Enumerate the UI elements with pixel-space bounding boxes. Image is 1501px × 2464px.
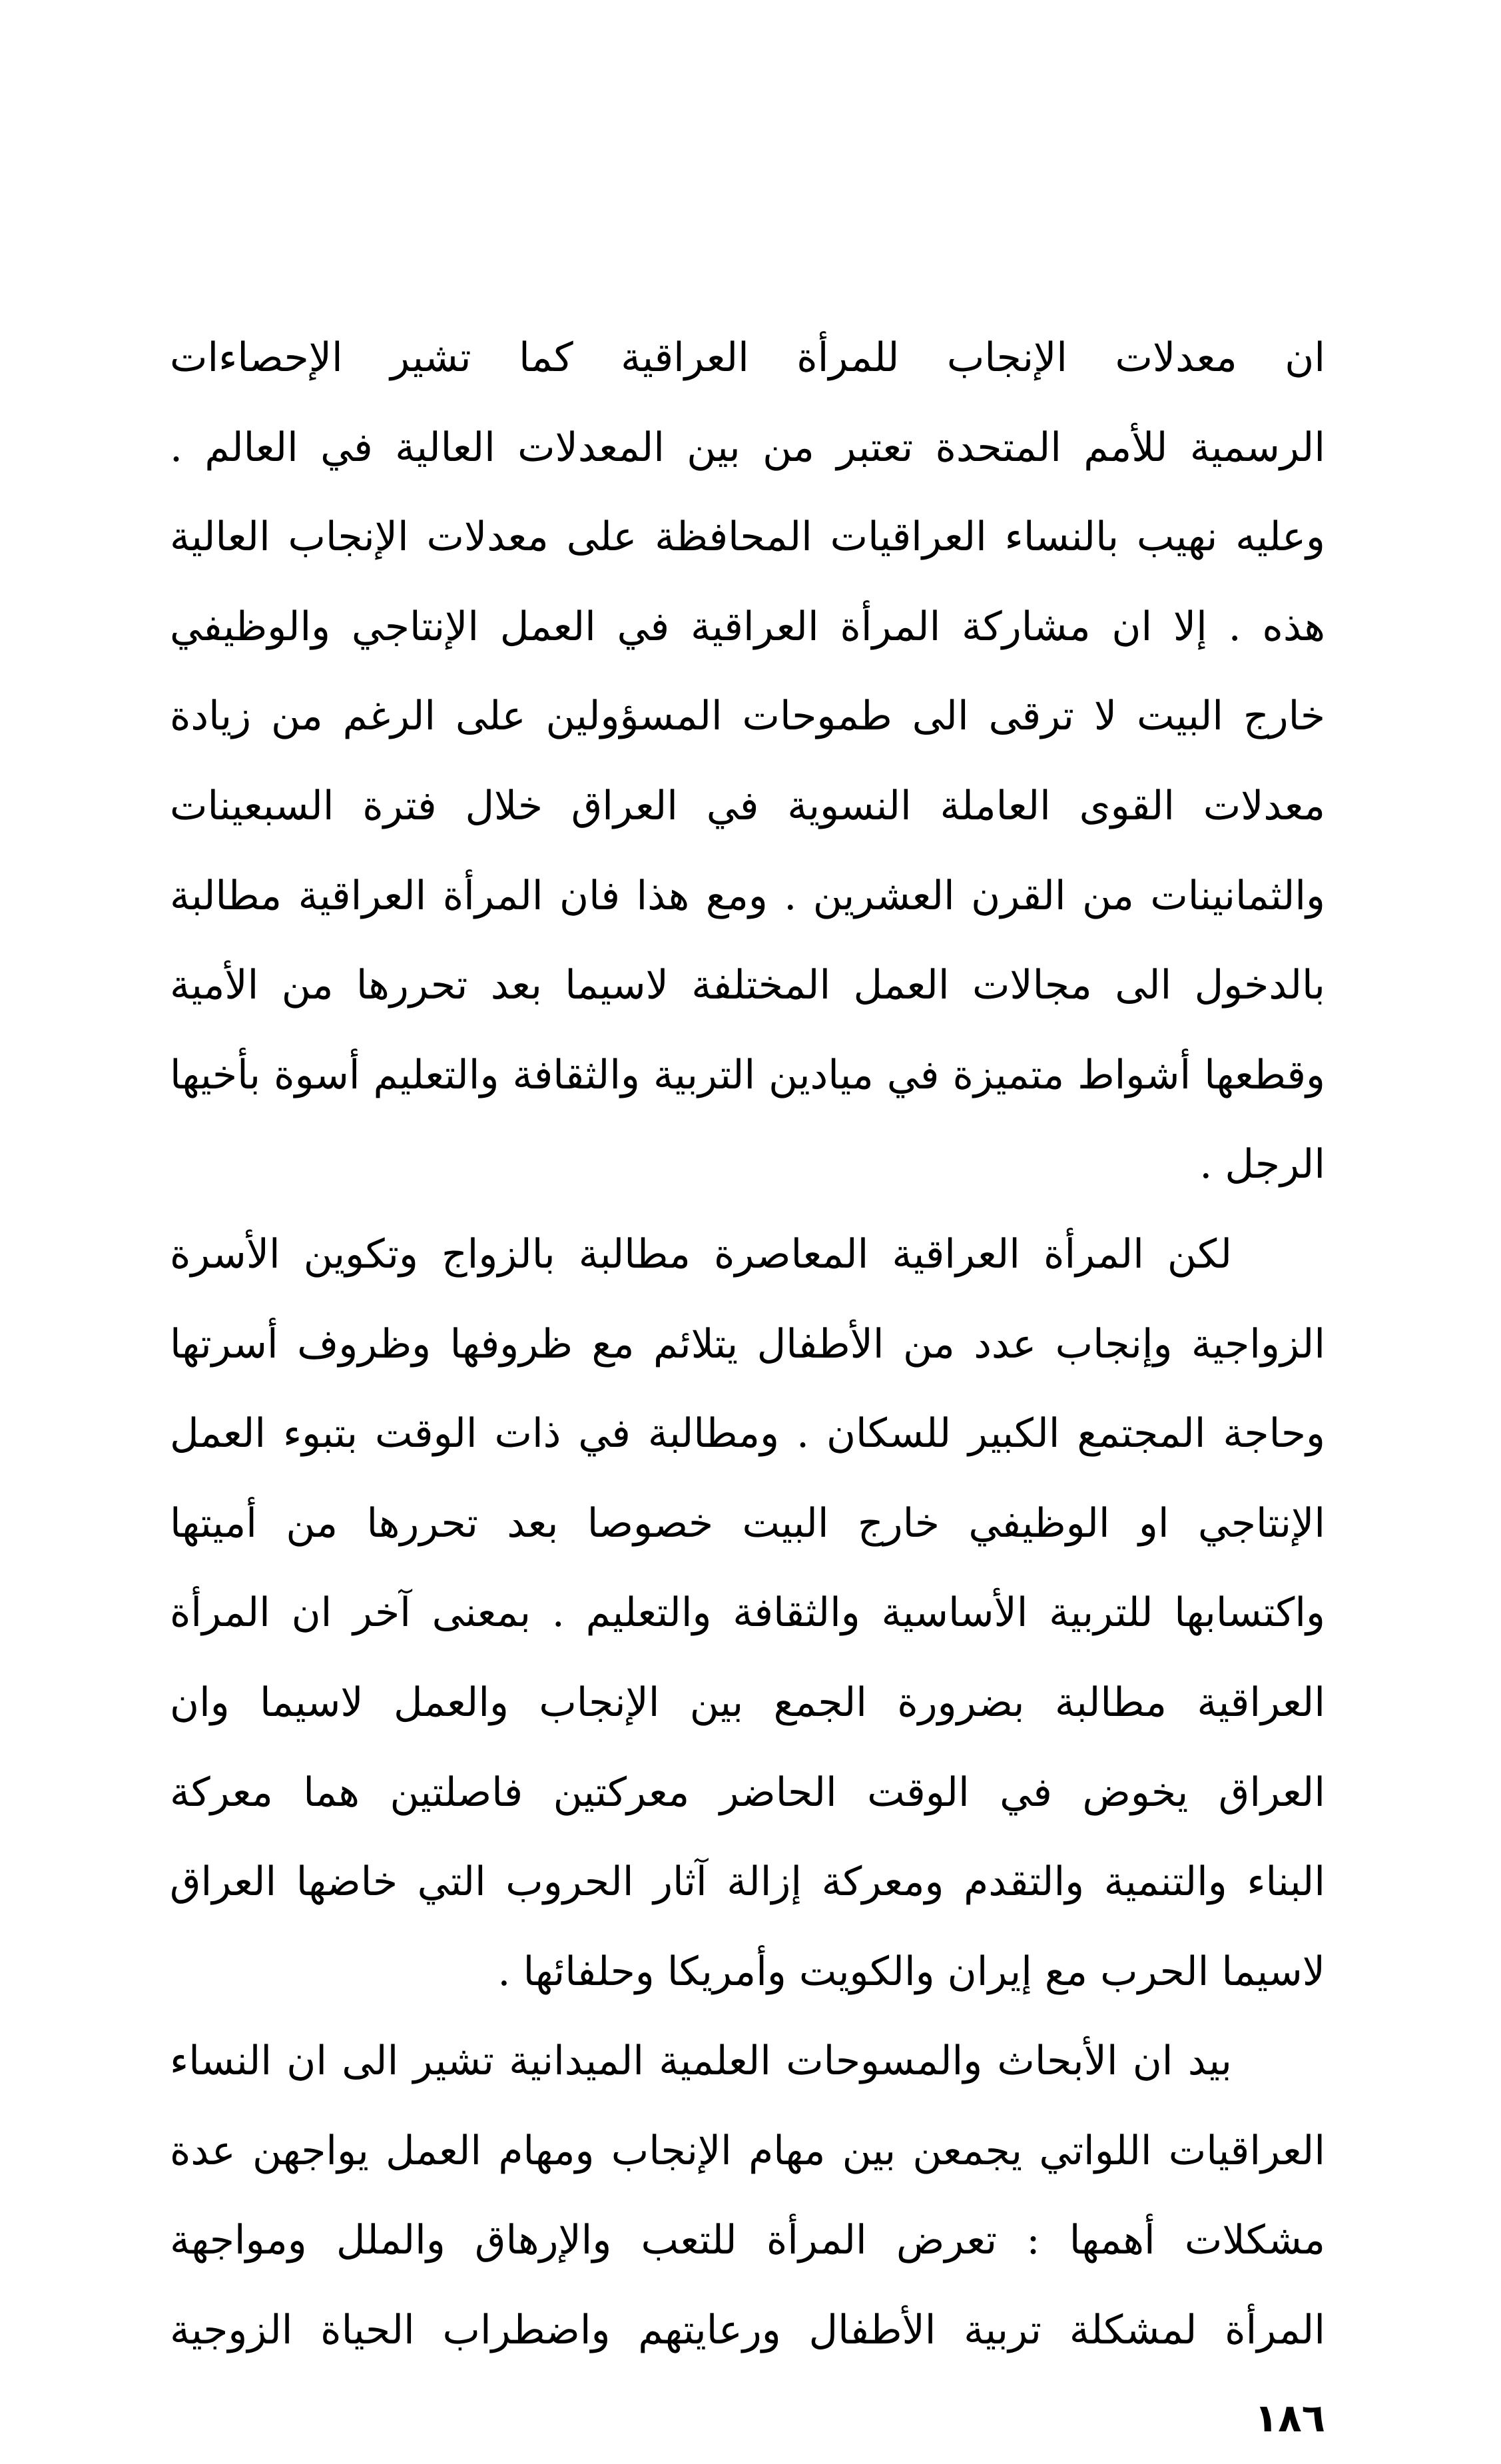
text-line: العراقيات اللواتي يجمعن بين مهام الإنجاب ومهام العمل يواجهن عدة <box>170 2127 1325 2174</box>
text-line: المرأة لمشكلة تربية الأطفال ورعايتهم واضطراب الحياة الزوجية <box>170 2307 1325 2354</box>
text-line: الرسمية للأمم المتحدة تعتبر من بين المعدلات العالية في العالم . <box>170 424 1325 471</box>
text-line: العراق يخوض في الوقت الحاضر معركتين فاصلتين هما معركة <box>170 1769 1325 1816</box>
body-text <box>170 313 1325 2375</box>
text-line: وحاجة المجتمع الكبير للسكان . ومطالبة في ذات الوقت بتبوء العمل <box>170 1410 1325 1457</box>
text-line: وعليه نهيب بالنساء العراقيات المحافظة على معدلات الإنجاب العالية <box>170 514 1325 561</box>
text-line: معدلات القوى العاملة النسوية في العراق خلال فترة السبعينات <box>170 782 1325 829</box>
text-line: الرجل . <box>1199 1141 1325 1188</box>
text-line: ان معدلات الإنجاب للمرأة العراقية كما تشير الإحصاءات <box>170 334 1325 381</box>
text-line: الزواجية وإنجاب عدد من الأطفال يتلائم مع ظروفها وظروف أسرتها <box>170 1320 1325 1368</box>
text-line: لكن المرأة العراقية المعاصرة مطالبة بالزواج وتكوين الأسرة <box>170 1230 1232 1278</box>
text-line: هذه . إلا ان مشاركة المرأة العراقية في العمل الإنتاجي والوظيفي <box>170 603 1325 650</box>
text-line: واكتسابها للتربية الأساسية والثقافة والتعليم . بمعنى آخر ان المرأة <box>170 1589 1325 1637</box>
text-line: بالدخول الى مجالات العمل المختلفة لاسيما بعد تحررها من الأمية <box>170 962 1325 1009</box>
text-line: العراقية مطالبة بضرورة الجمع بين الإنجاب والعمل لاسيما وان <box>170 1679 1325 1726</box>
text-line: وقطعها أشواط متميزة في ميادين التربية والثقافة والتعليم أسوة بأخيها <box>170 1051 1325 1098</box>
text-line: خارج البيت لا ترقى الى طموحات المسؤولين على الرغم من زيادة <box>170 693 1325 740</box>
text-line: مشكلات أهمها : تعرض المرأة للتعب والإرهاق والملل ومواجهة <box>170 2217 1325 2264</box>
text-line: البناء والتنمية والتقدم ومعركة إزالة آثار الحروب التي خاضها العراق <box>170 1858 1325 1906</box>
text-line: بيد ان الأبحاث والمسوحات العلمية الميدانية تشير الى ان النساء <box>170 2038 1232 2085</box>
page-number: ١٨٦ <box>1254 2395 1325 2441</box>
text-line: الإنتاجي او الوظيفي خارج البيت خصوصا بعد تحررها من أميتها <box>170 1499 1325 1547</box>
text-line: والثمانينات من القرن العشرين . ومع هذا فان المرأة العراقية مطالبة <box>170 872 1325 919</box>
text-line: لاسيما الحرب مع إيران والكويت وأمريكا وحلفائها . <box>497 1948 1325 1995</box>
